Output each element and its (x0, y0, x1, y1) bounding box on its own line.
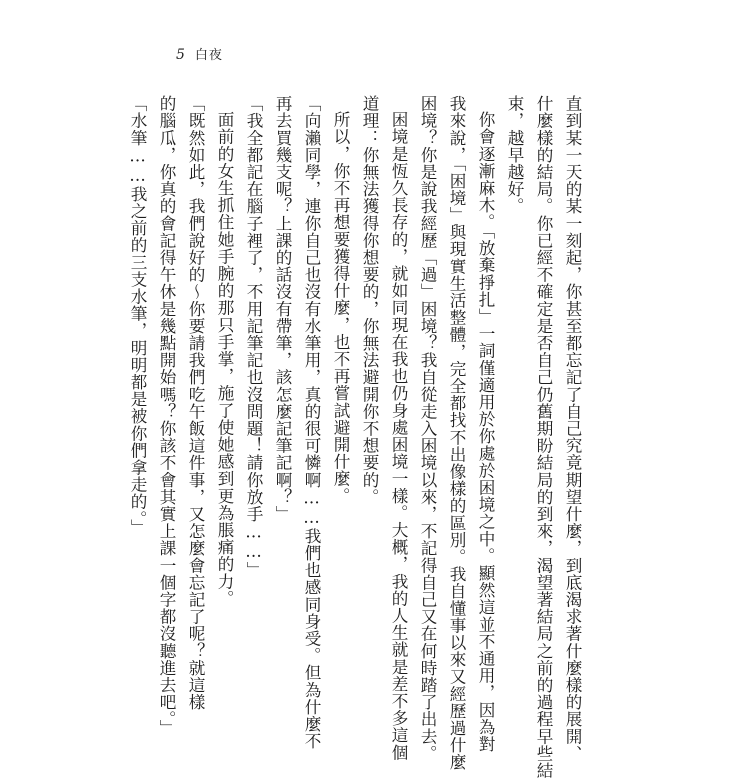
text-column-11: 再去買幾支呢？上課的話沒有帶筆，該怎麼記筆記啊？」 (273, 95, 292, 523)
text-column-15: 的腦瓜，你真的會記得午休是幾點開始嗎？你該不會其實上課一個字都沒聽進去吧。」 (157, 95, 176, 737)
text-column-3: 束，越早越好。 (505, 95, 524, 215)
text-column-2: 什麼樣的結局。你已經不確定是否自己仍舊期盼結局的到來，渴望著結局之前的過程早些結 (534, 95, 553, 779)
chapter-title: 白夜 (194, 48, 223, 63)
text-column-8: 道理：你無法獲得你想要的，你無法避開你不想要的。 (360, 95, 379, 506)
text-column-14: 「既然如此，我們說好的〜你要請我們吃午飯這件事，又怎麼會忘記了呢？就這樣 (186, 95, 205, 711)
text-column-12: 「我全都記在腦子裡了，不用記筆記也沒問題！請你放手……」 (244, 95, 263, 579)
text-column-4: 你會逐漸麻木。「放棄掙扎」一詞僅適用於你處於困境之中。顯然這並不通用，因為對 (476, 111, 495, 753)
text-column-9: 所以，你不再想要獲得什麼，也不再嘗試避開什麼。 (331, 111, 350, 505)
text-column-16: 「水筆……我之前的三支水筆，明明都是被你們拿走的。」 (128, 95, 147, 537)
text-column-13: 面前的女生抓住她手腕的那只手掌，施了使她感到更為脹痛的力。 (215, 111, 234, 607)
text-column-7: 困境是恆久長存的，就如同現在我也仍身處困境一樣。大概，我的人生就是差不多這個 (389, 111, 408, 761)
text-column-1: 直到某一天的某一刻起，你甚至都忘記了自己究竟期望什麼，到底渴求著什麼樣的展開、 (563, 95, 582, 762)
text-column-10: 「向瀨同學，連你自己也沒有水筆用，真的很可憐啊……我們也感同身受。但為什麼不 (302, 95, 321, 750)
running-header (176, 44, 223, 63)
text-column-6: 困境？你是說我經歷「過」困境？我自從走入困境以來，不記得自己又在何時踏了出去。 (418, 95, 437, 762)
page-number: 5 (176, 47, 185, 63)
text-column-5: 我來說，「困境」與現實生活整體，完全都找不出像樣的區別。我自懂事以來又經歷過什麼 (447, 95, 466, 771)
